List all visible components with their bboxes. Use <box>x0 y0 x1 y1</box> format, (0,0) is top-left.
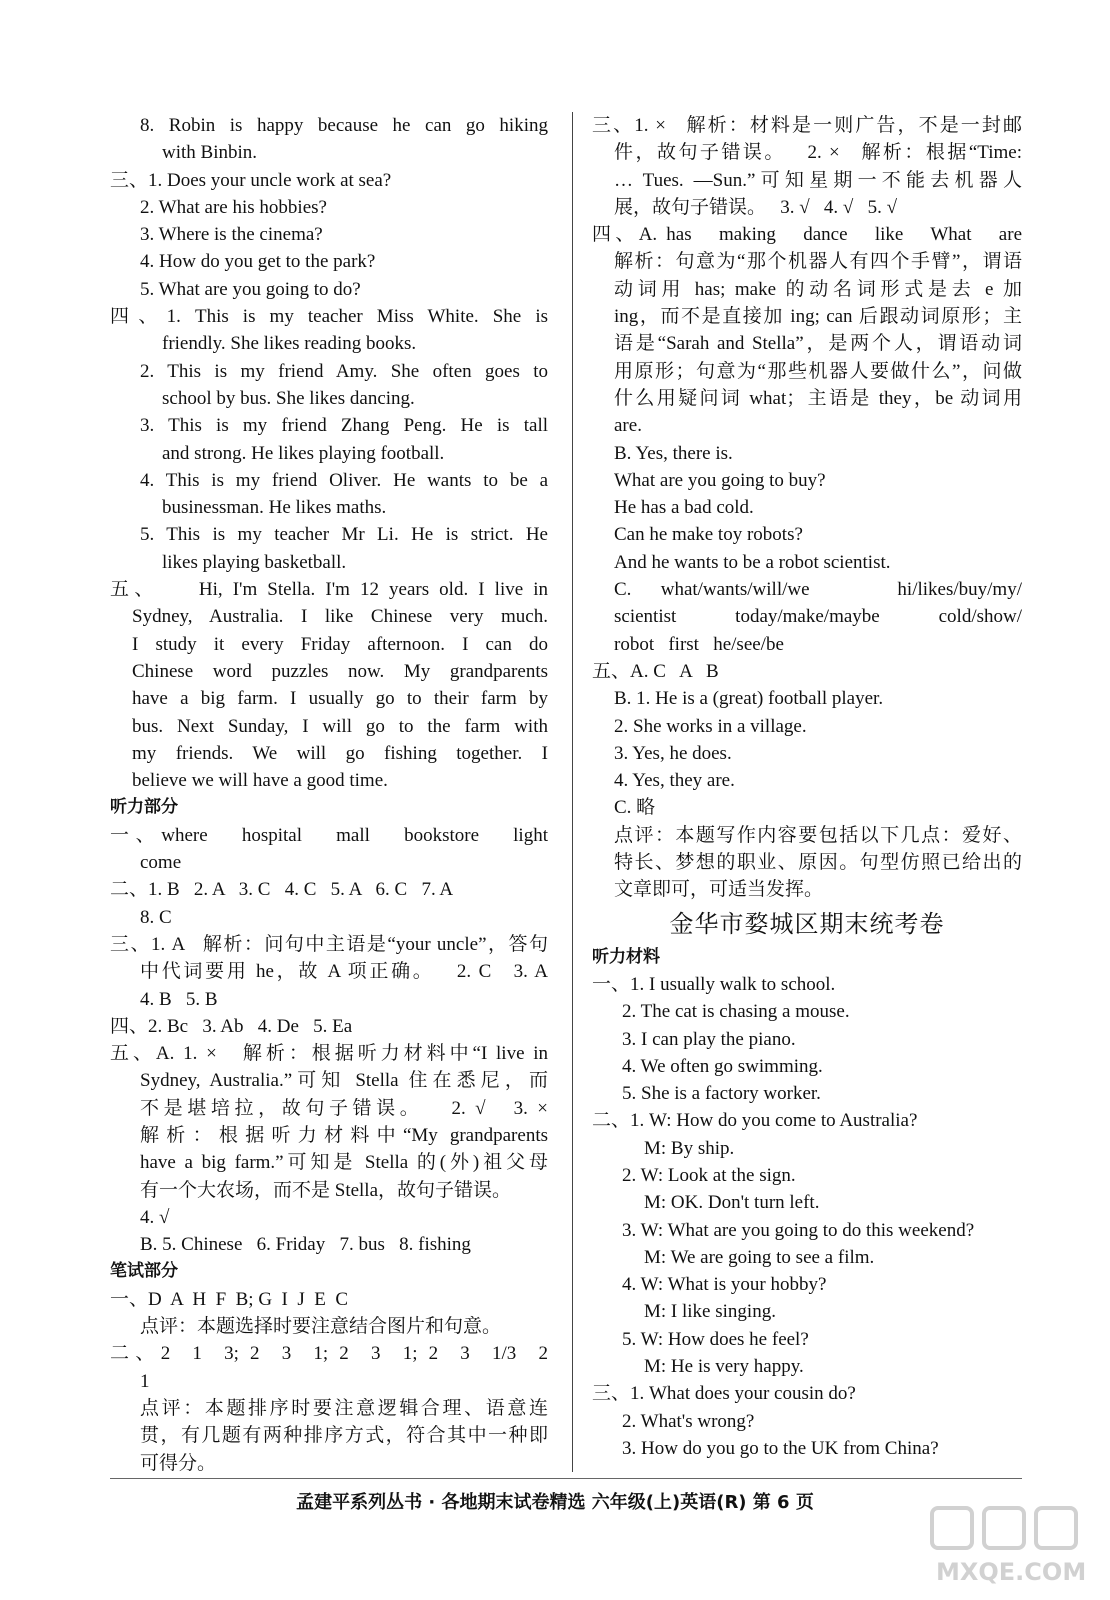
left-column-line: 听力部分 <box>110 797 178 818</box>
left-column-line: 二、2 1 3; 2 3 1; 2 3 1; 2 3 1/3 2 <box>110 1343 548 1365</box>
left-column-line: school by bus. She likes dancing. <box>162 387 415 409</box>
right-column-line: 四、A. has making dance like What are <box>592 224 1022 246</box>
left-column-line: 2. What are his hobbies? <box>140 196 327 218</box>
column-divider <box>572 112 573 1472</box>
left-column-line: 4. This is my friend Oliver. He wants to be a <box>140 469 548 491</box>
right-column-line: ing，而不是直接加 ing; can 后跟动词原形；主 <box>614 306 1022 328</box>
left-column-line: Sydney, Australia. I like Chinese very much. <box>132 606 548 628</box>
right-column-line: 什么用疑问词 what；主语是 they，be 动词用 <box>614 387 1022 409</box>
right-column-line: 3. Yes, he does. <box>614 742 732 764</box>
left-column-line: 二、1. B 2. A 3. C 4. C 5. A 6. C 7. A <box>110 879 454 901</box>
right-column-line: … Tues. —Sun.”可知星期一不能去机器人 <box>614 169 1022 191</box>
left-column-line: my friends. We will go fishing together. I <box>132 742 548 764</box>
left-column-line: 一、where hospital mall bookstore light <box>110 824 548 846</box>
left-column-line: 3. This is my friend Zhang Peng. He is tall <box>140 415 548 437</box>
right-column-line: 二、1. W: How do you come to Australia? <box>592 1110 918 1132</box>
right-column-line: 3. W: What are you going to do this weekend? <box>622 1219 975 1241</box>
right-column-line: 一、1. I usually walk to school. <box>592 973 836 995</box>
left-column-line: with Binbin. <box>162 142 258 164</box>
left-column-line: I study it every Friday afternoon. I can do <box>132 633 548 655</box>
left-column-line: 可得分。 <box>140 1452 217 1474</box>
right-column-line: 解析：句意为“那个机器人有四个手臂”，谓语 <box>614 251 1022 273</box>
right-column-line: 3. I can play the piano. <box>622 1028 796 1050</box>
right-column-line: He has a bad cold. <box>614 497 754 519</box>
right-column-line: And he wants to be a robot scientist. <box>614 551 891 573</box>
right-column-line: 5. W: How does he feel? <box>622 1328 809 1350</box>
right-column-line: B. 1. He is a (great) football player. <box>614 688 884 710</box>
left-column-line: bus. Next Sunday, I will go to the farm with <box>132 715 548 737</box>
right-column-line: 点评：本题写作内容要包括以下几点：爱好、 <box>614 824 1022 846</box>
left-column-line: 4. B 5. B <box>140 988 218 1010</box>
right-column-line: 五、A. C A B <box>592 660 719 682</box>
left-column-line: 4. √ <box>140 1206 170 1228</box>
left-column-line: 三、1. Does your uncle work at sea? <box>110 169 392 191</box>
right-column-line: B. Yes, there is. <box>614 442 733 464</box>
right-column-line: M: I like singing. <box>644 1301 776 1323</box>
left-column-line: 2. This is my friend Amy. She often goes to <box>140 360 548 382</box>
right-column-line: Can he make toy robots? <box>614 524 803 546</box>
right-column-line: 金华市婺城区期末统考卷 <box>669 909 945 938</box>
left-column-line: 中代词要用 he，故 A 项正确。 2. C 3. A <box>140 961 548 983</box>
left-column-line: have a big farm. I usually go to their farm by <box>132 688 548 710</box>
right-column-line: 2. She works in a village. <box>614 715 807 737</box>
left-column-line: 一、D A H F B; G I J E C <box>110 1288 349 1310</box>
right-column-line: 3. How do you go to the UK from China? <box>622 1437 939 1459</box>
left-column-line: 笔试部分 <box>110 1261 178 1282</box>
left-column-line: Sydney, Australia.”可知 Stella 住在悉尼，而 <box>140 1070 548 1092</box>
left-column-line: 有一个大农场，而不是 Stella，故句子错误。 <box>140 1179 512 1201</box>
left-column-line: 3. Where is the cinema? <box>140 224 323 246</box>
left-column-line: 五、A. 1. × 解析：根据听力材料中“I live in <box>110 1043 548 1065</box>
right-column-line: 语是“Sarah and Stella”，是两个人，谓语动词 <box>614 333 1022 355</box>
right-column-line: What are you going to buy? <box>614 469 826 491</box>
watermark-logo <box>926 1502 1096 1592</box>
left-column-line: 点评：本题选择时要注意结合图片和句意。 <box>140 1316 502 1338</box>
right-column-line: are. <box>614 415 642 437</box>
left-column-line: 5. This is my teacher Mr Li. He is strict. He <box>140 524 548 546</box>
left-column-line: 5. What are you going to do? <box>140 278 361 300</box>
left-column-line: likes playing basketball. <box>162 551 347 573</box>
left-column-line: 8. Robin is happy because he can go hiking <box>140 115 548 136</box>
left-column-line: 解析：根据听力材料中“My grandparents <box>140 1124 548 1146</box>
left-column-line: 4. How do you get to the park? <box>140 251 376 273</box>
left-column-line: Chinese word puzzles now. My grandparents <box>132 660 548 682</box>
right-column-line: 5. She is a factory worker. <box>622 1083 821 1105</box>
right-column-line: 三、1. What does your cousin do? <box>592 1383 856 1405</box>
right-column-line: M: OK. Don't turn left. <box>644 1192 820 1214</box>
left-column-line: 四、2. Bc 3. Ab 4. De 5. Ea <box>110 1015 353 1037</box>
left-column-line: businessman. He likes maths. <box>162 497 387 519</box>
page-footer: 孟建平系列丛书 · 各地期末试卷精选 六年级(上)英语(R) 第 6 页 <box>296 1492 814 1513</box>
right-column-line: 三、1. × 解析：材料是一则广告，不是一封邮 <box>592 115 1022 136</box>
right-column-line: robot first he/see/be <box>614 633 784 655</box>
right-column-line: 2. The cat is chasing a mouse. <box>622 1001 850 1023</box>
left-column-line: B. 5. Chinese 6. Friday 7. bus 8. fishing <box>140 1234 471 1256</box>
right-column-line: 展，故句子错误。 3. √ 4. √ 5. √ <box>614 196 898 218</box>
watermark-text: MXQE.COM <box>936 1558 1087 1586</box>
left-column-line: 1 <box>140 1370 150 1392</box>
left-column-line: 贯，有几题有两种排序方式，符合其中一种即 <box>140 1425 548 1447</box>
right-column-line: 4. We often go swimming. <box>622 1055 823 1077</box>
right-column-line: 4. W: What is your hobby? <box>622 1274 827 1296</box>
footer-rule <box>110 1478 1022 1479</box>
right-column-line: 4. Yes, they are. <box>614 770 735 792</box>
right-column-line: M: He is very happy. <box>644 1356 804 1378</box>
left-column-line: friendly. She likes reading books. <box>162 333 417 355</box>
left-column-line: come <box>140 852 182 874</box>
left-column-line: 五、 Hi, I'm Stella. I'm 12 years old. I live in <box>110 579 548 601</box>
left-column-line: 点评：本题排序时要注意逻辑合理、语意连 <box>140 1397 548 1419</box>
right-column-line: M: By ship. <box>644 1137 735 1159</box>
right-column-line: 听力材料 <box>592 946 660 967</box>
right-column-line: M: We are going to see a film. <box>644 1246 875 1268</box>
right-column-line: 件，故句子错误。 2. × 解析：根据“Time: <box>614 142 1022 164</box>
right-column-line: 特长、梦想的职业、原因。句型仿照已给出的 <box>614 852 1022 874</box>
right-column-line: 2. W: Look at the sign. <box>622 1164 796 1186</box>
right-column <box>592 112 1022 1462</box>
right-column-line: scientist today/make/maybe cold/show/ <box>614 606 1022 628</box>
right-column-line: 动词用 has; make 的动名词形式是去 e 加 <box>614 278 1022 300</box>
left-column-line: 四、1. This is my teacher Miss White. She is <box>110 306 548 328</box>
left-column-line: 三、1. A 解析：问句中主语是“your uncle”，答句 <box>110 933 548 955</box>
right-column-line: C. 略 <box>614 797 656 819</box>
left-column-line: 不是堪培拉，故句子错误。 2. √ 3. × <box>140 1097 548 1119</box>
left-column-line: and strong. He likes playing football. <box>162 442 445 464</box>
right-column-line: C. what/wants/will/we hi/likes/buy/my/ <box>614 579 1022 601</box>
right-column-line: 用原形；句意为“那些机器人要做什么”，问做 <box>614 360 1022 382</box>
left-column <box>110 112 548 1477</box>
right-column-line: 2. What's wrong? <box>622 1410 755 1432</box>
right-column-line: 文章即可，可适当发挥。 <box>614 879 824 901</box>
left-column-line: have a big farm.”可知是 Stella 的(外)祖父母 <box>140 1152 548 1174</box>
left-column-line: 8. C <box>140 906 172 928</box>
left-column-line: believe we will have a good time. <box>132 770 388 792</box>
